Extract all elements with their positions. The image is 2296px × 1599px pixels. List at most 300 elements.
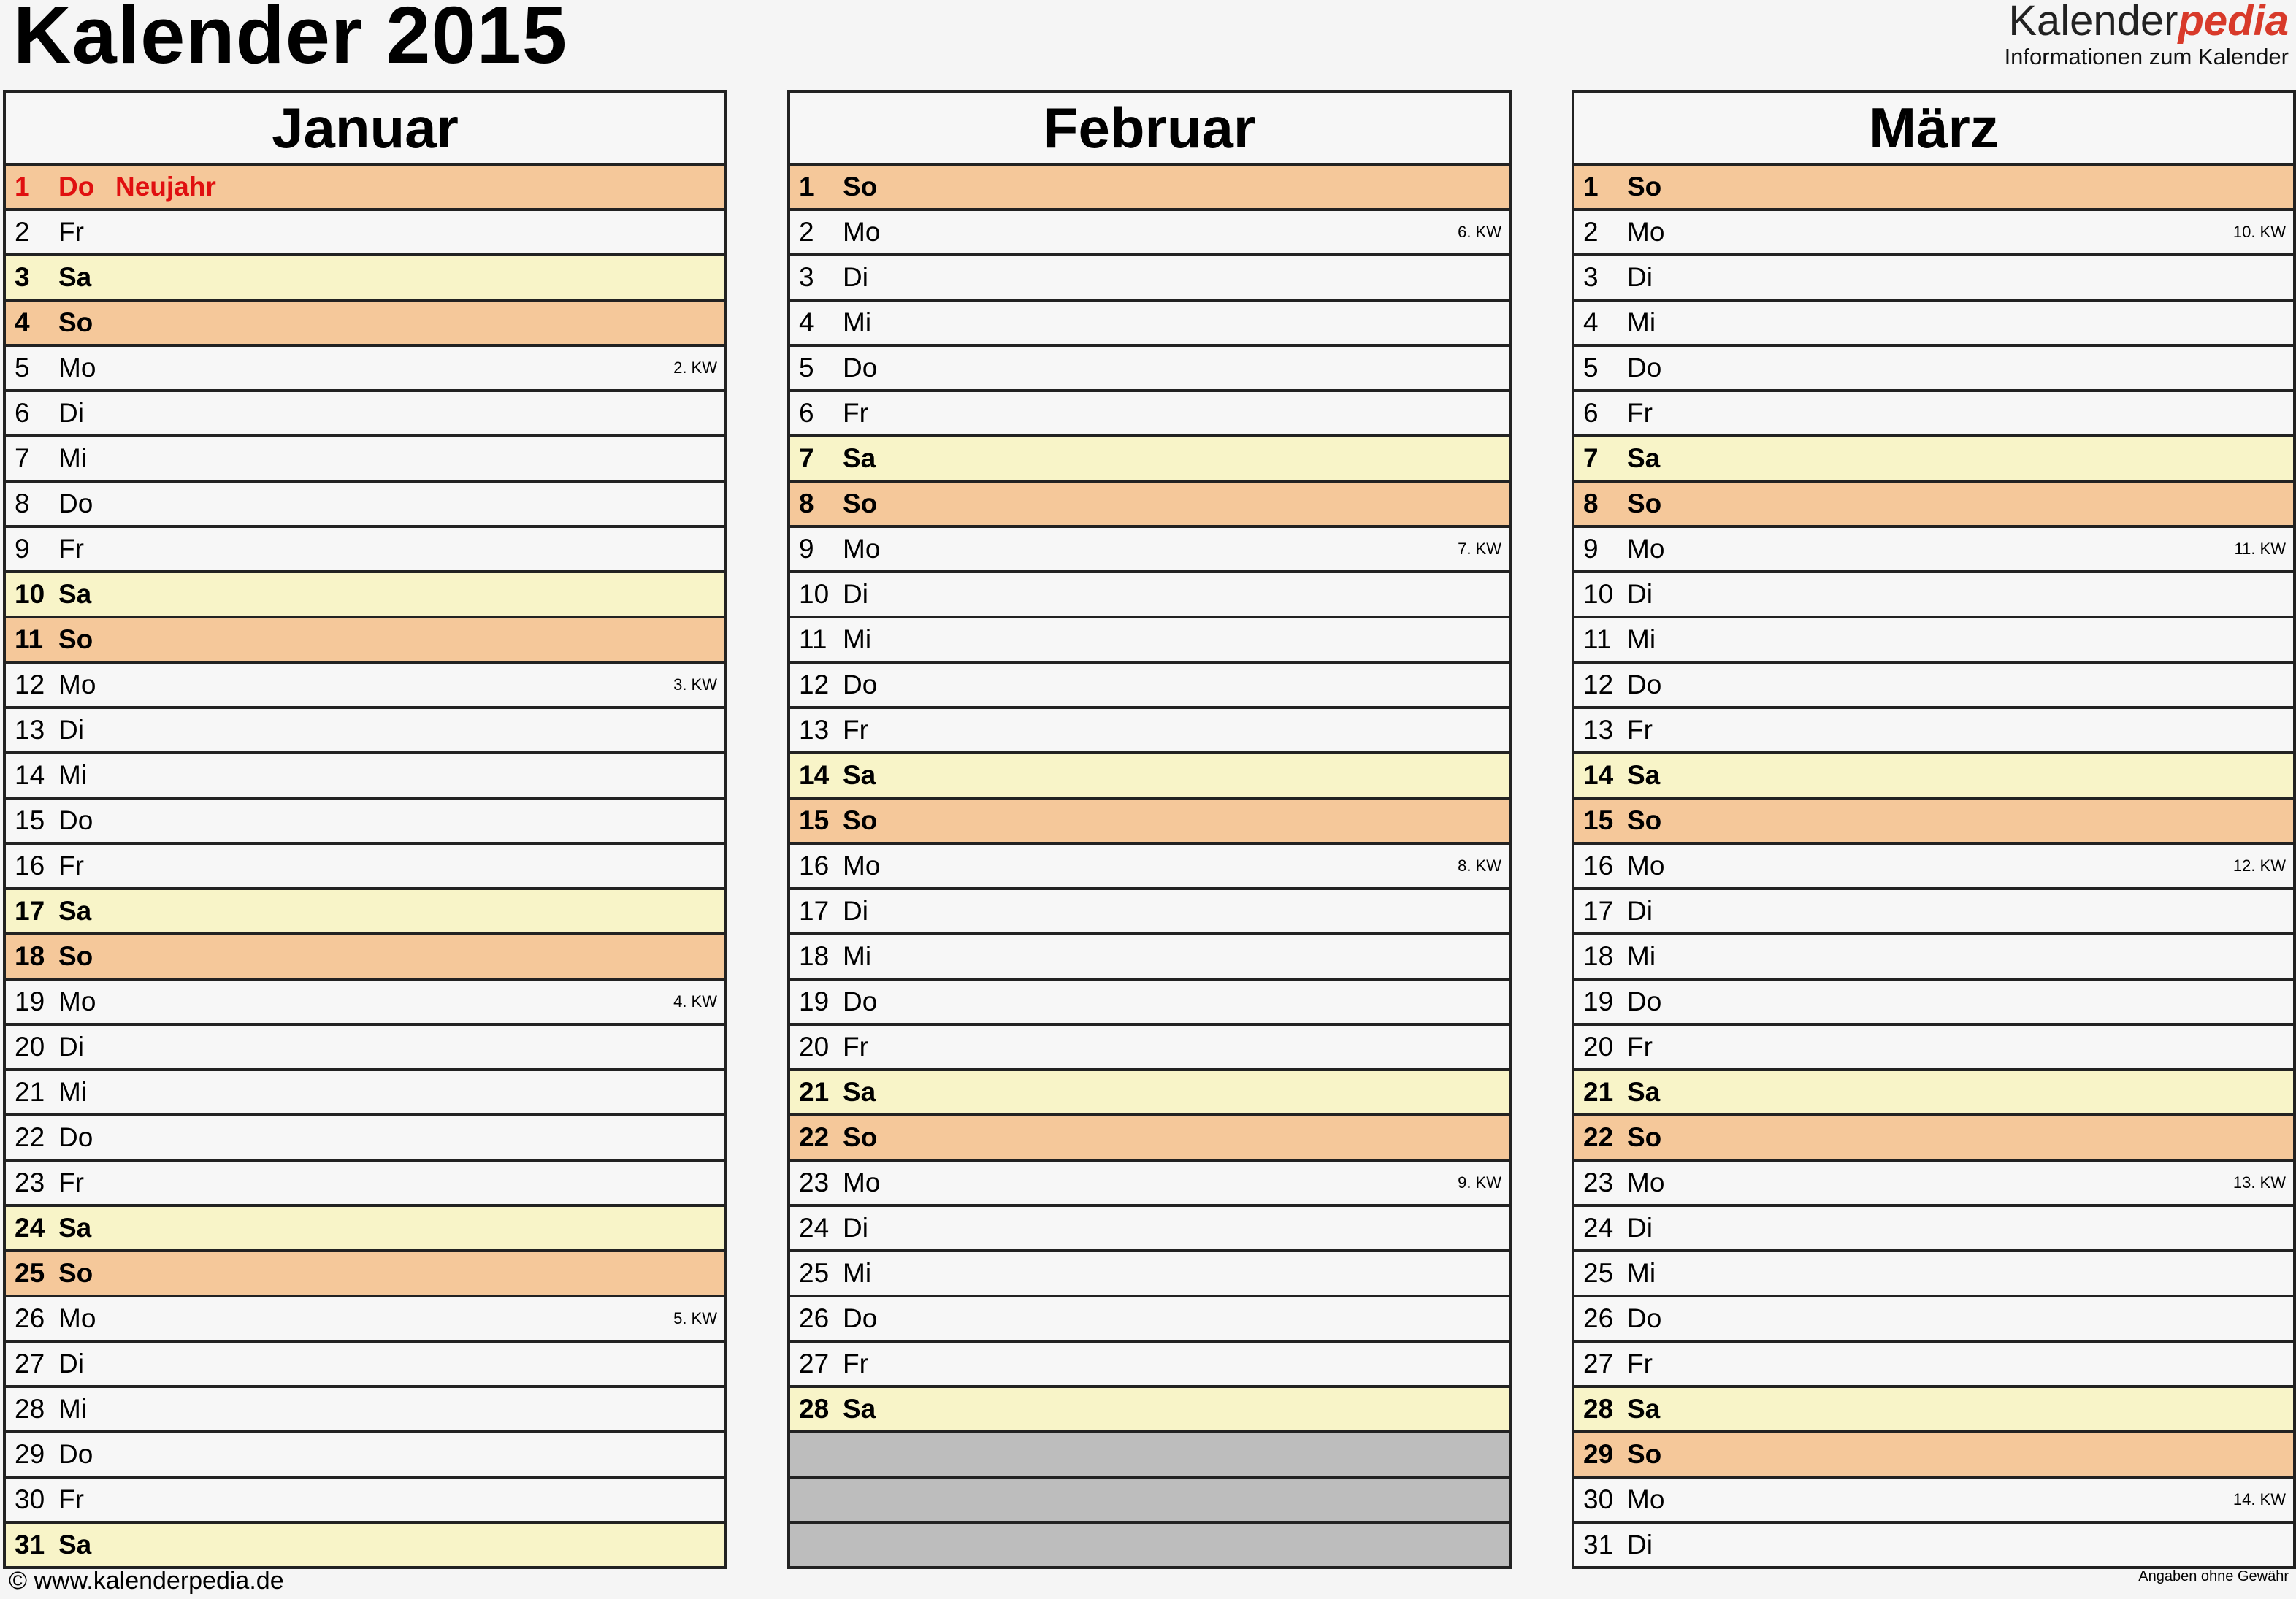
day-number: 23 xyxy=(1583,1167,1614,1197)
day-number: 9 xyxy=(15,534,30,564)
day-row xyxy=(1574,1479,2293,1524)
weekday-name: Fr xyxy=(843,715,868,745)
weekday-name: Sa xyxy=(58,1530,92,1560)
day-number: 8 xyxy=(1583,488,1599,518)
day-row xyxy=(1574,981,2293,1026)
day-number: 24 xyxy=(1583,1213,1614,1243)
weekday-name: So xyxy=(58,307,93,337)
day-number: 13 xyxy=(1583,715,1614,745)
weekday-name: Mi xyxy=(843,1258,872,1288)
weekday-name: Mi xyxy=(843,941,872,971)
brand-main: Kalender xyxy=(2008,0,2178,45)
weekday-name: Do xyxy=(58,1439,93,1469)
day-number: 29 xyxy=(15,1439,45,1469)
day-row xyxy=(6,754,724,800)
day-row xyxy=(6,845,724,890)
day-number: 27 xyxy=(15,1349,45,1378)
day-row xyxy=(6,1297,724,1343)
day-row xyxy=(790,618,1509,664)
calendar-week-label: 10. KW xyxy=(2232,223,2286,241)
day-row xyxy=(1574,890,2293,935)
weekday-name: Fr xyxy=(58,1167,84,1197)
day-number: 13 xyxy=(799,715,830,745)
day-number: 20 xyxy=(1583,1032,1614,1062)
day-row xyxy=(790,1388,1509,1433)
day-row xyxy=(790,845,1509,890)
day-row xyxy=(1574,709,2293,754)
day-row xyxy=(1574,1433,2293,1479)
weekday-name: So xyxy=(843,488,878,518)
day-number: 17 xyxy=(15,896,45,926)
day-row xyxy=(1574,347,2293,392)
day-number: 25 xyxy=(799,1258,830,1288)
day-number: 17 xyxy=(1583,896,1614,926)
day-number: 4 xyxy=(799,307,814,337)
day-row xyxy=(790,166,1509,211)
day-number: 28 xyxy=(1583,1394,1614,1424)
day-number: 4 xyxy=(15,307,30,337)
day-row xyxy=(1574,528,2293,573)
day-row xyxy=(790,800,1509,845)
weekday-name: Mo xyxy=(843,534,881,564)
day-row xyxy=(6,392,724,437)
weekday-name: So xyxy=(843,1122,878,1152)
day-row xyxy=(790,302,1509,347)
day-row xyxy=(6,981,724,1026)
weekday-name: Fr xyxy=(58,851,84,881)
day-row xyxy=(6,256,724,302)
day-row xyxy=(1574,935,2293,981)
day-row xyxy=(1574,1343,2293,1388)
day-number: 20 xyxy=(799,1032,830,1062)
weekday-name: Fr xyxy=(1627,715,1653,745)
day-number: 10 xyxy=(15,579,45,609)
weekday-name: Fr xyxy=(1627,1349,1653,1378)
weekday-name: Fr xyxy=(58,217,84,247)
day-row xyxy=(790,1071,1509,1116)
calendar-week-label: 6. KW xyxy=(1458,223,1501,241)
day-row xyxy=(1574,754,2293,800)
day-row xyxy=(6,1071,724,1116)
day-number: 18 xyxy=(799,941,830,971)
weekday-name: Di xyxy=(1627,896,1653,926)
day-row xyxy=(1574,664,2293,709)
weekday-name: Mo xyxy=(843,851,881,881)
weekday-name: Sa xyxy=(843,1077,876,1107)
day-row xyxy=(1574,1116,2293,1162)
day-row xyxy=(6,1252,724,1297)
calendar-week-label: 13. KW xyxy=(2232,1173,2286,1192)
day-row xyxy=(1574,845,2293,890)
day-number: 6 xyxy=(15,398,30,428)
weekday-name: Fr xyxy=(843,1032,868,1062)
day-number: 19 xyxy=(15,986,45,1016)
day-number: 28 xyxy=(15,1394,45,1424)
weekday-name: Sa xyxy=(843,443,876,473)
weekday-name: Di xyxy=(1627,1213,1653,1243)
weekday-name: Mo xyxy=(1627,1484,1665,1514)
day-number: 16 xyxy=(799,851,830,881)
day-row xyxy=(790,483,1509,528)
day-row xyxy=(1574,1252,2293,1297)
day-row xyxy=(790,528,1509,573)
day-row xyxy=(6,528,724,573)
day-number: 3 xyxy=(1583,262,1599,292)
weekday-name: Di xyxy=(58,1032,84,1062)
day-number: 25 xyxy=(15,1258,45,1288)
day-row xyxy=(6,935,724,981)
month-title: Januar xyxy=(6,93,724,166)
day-row xyxy=(790,211,1509,256)
day-row xyxy=(6,890,724,935)
weekday-name: Mi xyxy=(1627,307,1656,337)
day-row xyxy=(6,347,724,392)
day-row xyxy=(790,709,1509,754)
weekday-name: Sa xyxy=(58,262,92,292)
day-row xyxy=(1574,573,2293,618)
day-row xyxy=(790,981,1509,1026)
day-row xyxy=(790,1207,1509,1252)
day-row xyxy=(6,211,724,256)
day-number: 5 xyxy=(1583,353,1599,383)
weekday-name: So xyxy=(58,1258,93,1288)
copyright-link[interactable]: © www.kalenderpedia.de xyxy=(9,1567,284,1595)
day-row xyxy=(1574,211,2293,256)
weekday-name: Mo xyxy=(58,353,96,383)
weekday-name: Do xyxy=(58,172,95,202)
weekday-name: Di xyxy=(843,1213,868,1243)
weekday-name: Mi xyxy=(58,443,88,473)
weekday-name: So xyxy=(1627,1122,1662,1152)
day-number: 10 xyxy=(1583,579,1614,609)
weekday-name: So xyxy=(58,624,93,654)
day-row xyxy=(790,1343,1509,1388)
day-row xyxy=(1574,1524,2293,1566)
weekday-name: Di xyxy=(58,1349,84,1378)
weekday-name: Di xyxy=(58,398,84,428)
disclaimer: Angaben ohne Gewähr xyxy=(2138,1568,2289,1584)
weekday-name: Mo xyxy=(58,986,96,1016)
day-row xyxy=(6,302,724,347)
weekday-name: Mi xyxy=(1627,1258,1656,1288)
day-row xyxy=(1574,392,2293,437)
day-number: 2 xyxy=(15,217,30,247)
calendar-week-label: 2. KW xyxy=(673,358,717,377)
day-number: 29 xyxy=(1583,1439,1614,1469)
weekday-name: So xyxy=(1627,805,1662,835)
day-number: 14 xyxy=(1583,760,1614,790)
weekday-name: Di xyxy=(1627,262,1653,292)
weekday-name: Sa xyxy=(1627,1394,1661,1424)
weekday-name: Mi xyxy=(843,624,872,654)
weekday-name: Di xyxy=(843,579,868,609)
day-row xyxy=(6,437,724,483)
day-number: 14 xyxy=(15,760,45,790)
day-row xyxy=(1574,1162,2293,1207)
day-number: 8 xyxy=(15,488,30,518)
weekday-name: Mo xyxy=(1627,534,1665,564)
weekday-name: Do xyxy=(1627,353,1662,383)
weekday-name: So xyxy=(843,172,878,202)
weekday-name: Fr xyxy=(843,1349,868,1378)
day-number: 30 xyxy=(1583,1484,1614,1514)
day-row xyxy=(1574,1297,2293,1343)
weekday-name: Sa xyxy=(58,1213,92,1243)
calendar-week-label: 7. KW xyxy=(1458,540,1501,558)
day-number: 24 xyxy=(799,1213,830,1243)
day-number: 2 xyxy=(799,217,814,247)
day-number: 3 xyxy=(799,262,814,292)
day-number: 19 xyxy=(799,986,830,1016)
day-number: 19 xyxy=(1583,986,1614,1016)
weekday-name: Sa xyxy=(1627,443,1661,473)
day-row xyxy=(790,935,1509,981)
day-row xyxy=(1574,1207,2293,1252)
day-number: 18 xyxy=(15,941,45,971)
brand-logo[interactable] xyxy=(2005,0,2289,70)
weekday-name: Sa xyxy=(58,579,92,609)
weekday-name: Mi xyxy=(58,760,88,790)
weekday-name: Di xyxy=(1627,579,1653,609)
weekday-name: Sa xyxy=(1627,1077,1661,1107)
day-row xyxy=(1574,256,2293,302)
day-number: 11 xyxy=(15,624,44,654)
day-number: 5 xyxy=(799,353,814,383)
weekday-name: Do xyxy=(1627,1303,1662,1333)
day-number: 1 xyxy=(1583,172,1599,202)
day-row xyxy=(6,1116,724,1162)
day-number: 12 xyxy=(799,670,830,699)
day-row xyxy=(790,1297,1509,1343)
weekday-name: Sa xyxy=(58,896,92,926)
day-row xyxy=(1574,483,2293,528)
day-number: 15 xyxy=(1583,805,1614,835)
day-number: 16 xyxy=(1583,851,1614,881)
weekday-name: Mo xyxy=(58,1303,96,1333)
day-number: 1 xyxy=(15,172,30,202)
month-days xyxy=(1574,166,2293,1566)
day-number: 22 xyxy=(1583,1122,1614,1152)
day-row xyxy=(6,800,724,845)
weekday-name: Di xyxy=(1627,1530,1653,1560)
weekday-name: Do xyxy=(843,986,878,1016)
day-row xyxy=(790,256,1509,302)
day-number: 21 xyxy=(1583,1077,1614,1107)
month-maerz xyxy=(1572,90,2296,1569)
day-number: 17 xyxy=(799,896,830,926)
month-januar xyxy=(3,90,727,1569)
weekday-name: Fr xyxy=(1627,1032,1653,1062)
calendar-week-label: 8. KW xyxy=(1458,856,1501,875)
weekday-name: Do xyxy=(843,1303,878,1333)
day-number: 27 xyxy=(1583,1349,1614,1378)
day-number: 18 xyxy=(1583,941,1614,971)
day-number: 13 xyxy=(15,715,45,745)
weekday-name: Mi xyxy=(58,1394,88,1424)
day-number: 15 xyxy=(799,805,830,835)
day-row xyxy=(790,1252,1509,1297)
day-number: 25 xyxy=(1583,1258,1614,1288)
day-number: 21 xyxy=(799,1077,830,1107)
weekday-name: Do xyxy=(1627,670,1662,699)
day-number: 15 xyxy=(15,805,45,835)
weekday-name: Fr xyxy=(1627,398,1653,428)
day-number: 14 xyxy=(799,760,830,790)
day-row xyxy=(1574,166,2293,211)
day-number: 6 xyxy=(1583,398,1599,428)
weekday-name: So xyxy=(1627,1439,1662,1469)
calendar-week-label: 9. KW xyxy=(1458,1173,1501,1192)
weekday-name: Sa xyxy=(843,760,876,790)
weekday-name: Do xyxy=(58,1122,93,1152)
day-number: 12 xyxy=(15,670,45,699)
day-row xyxy=(6,166,724,211)
weekday-name: Mo xyxy=(58,670,96,699)
day-number: 1 xyxy=(799,172,814,202)
day-row xyxy=(790,347,1509,392)
day-number: 30 xyxy=(15,1484,45,1514)
weekday-name: So xyxy=(1627,488,1662,518)
month-days xyxy=(790,166,1509,1566)
holiday-label: Neujahr xyxy=(115,172,216,202)
day-number: 4 xyxy=(1583,307,1599,337)
day-row xyxy=(1574,618,2293,664)
weekday-name: Mi xyxy=(1627,624,1656,654)
day-number: 16 xyxy=(15,851,45,881)
day-number: 26 xyxy=(799,1303,830,1333)
weekday-name: Fr xyxy=(843,398,868,428)
weekday-name: Mo xyxy=(1627,217,1665,247)
day-number: 11 xyxy=(1583,624,1612,654)
day-row xyxy=(6,1343,724,1388)
empty-day-row xyxy=(790,1433,1509,1479)
day-number: 28 xyxy=(799,1394,830,1424)
calendar-week-label: 4. KW xyxy=(673,992,717,1011)
day-row xyxy=(6,709,724,754)
day-row xyxy=(790,754,1509,800)
calendar-week-label: 11. KW xyxy=(2234,540,2286,558)
day-number: 5 xyxy=(15,353,30,383)
month-title: Februar xyxy=(790,93,1509,166)
day-number: 7 xyxy=(799,443,814,473)
day-number: 26 xyxy=(1583,1303,1614,1333)
day-number: 26 xyxy=(15,1303,45,1333)
brand-wordmark xyxy=(2005,0,2289,45)
day-number: 6 xyxy=(799,398,814,428)
day-row xyxy=(790,664,1509,709)
day-number: 9 xyxy=(799,534,814,564)
day-number: 7 xyxy=(1583,443,1599,473)
day-number: 20 xyxy=(15,1032,45,1062)
day-row xyxy=(6,483,724,528)
weekday-name: Do xyxy=(843,353,878,383)
day-number: 9 xyxy=(1583,534,1599,564)
weekday-name: Mi xyxy=(843,307,872,337)
weekday-name: So xyxy=(58,941,93,971)
day-row xyxy=(790,1116,1509,1162)
day-number: 11 xyxy=(799,624,827,654)
weekday-name: Di xyxy=(843,896,868,926)
calendar-week-label: 5. KW xyxy=(673,1309,717,1327)
day-number: 22 xyxy=(799,1122,830,1152)
day-number: 22 xyxy=(15,1122,45,1152)
weekday-name: Mi xyxy=(1627,941,1656,971)
weekday-name: Mo xyxy=(1627,1167,1665,1197)
weekday-name: Do xyxy=(58,488,93,518)
calendar-week-label: 12. KW xyxy=(2232,856,2286,875)
day-number: 27 xyxy=(799,1349,830,1378)
day-number: 7 xyxy=(15,443,30,473)
month-days xyxy=(6,166,724,1566)
day-row xyxy=(6,1162,724,1207)
day-row xyxy=(6,1433,724,1479)
day-number: 2 xyxy=(1583,217,1599,247)
weekday-name: Di xyxy=(58,715,84,745)
day-row xyxy=(790,1026,1509,1071)
day-row xyxy=(6,1026,724,1071)
day-row xyxy=(790,437,1509,483)
brand-accent: pedia xyxy=(2178,0,2289,45)
weekday-name: Mo xyxy=(1627,851,1665,881)
day-row xyxy=(6,1207,724,1252)
day-row xyxy=(6,664,724,709)
calendar-week-label: 3. KW xyxy=(673,675,717,694)
weekday-name: Mi xyxy=(58,1077,88,1107)
day-number: 10 xyxy=(799,579,830,609)
month-title: März xyxy=(1574,93,2293,166)
day-number: 8 xyxy=(799,488,814,518)
day-row xyxy=(6,573,724,618)
weekday-name: Di xyxy=(843,262,868,292)
day-number: 31 xyxy=(15,1530,45,1560)
day-number: 21 xyxy=(15,1077,45,1107)
weekday-name: Sa xyxy=(1627,760,1661,790)
weekday-name: Mo xyxy=(843,217,881,247)
day-row xyxy=(6,1524,724,1566)
empty-day-row xyxy=(790,1479,1509,1524)
day-row xyxy=(1574,800,2293,845)
day-number: 3 xyxy=(15,262,30,292)
weekday-name: Fr xyxy=(58,1484,84,1514)
weekday-name: Do xyxy=(58,805,93,835)
day-number: 24 xyxy=(15,1213,45,1243)
day-row xyxy=(6,618,724,664)
page-title: Kalender 2015 xyxy=(13,0,567,80)
empty-day-row xyxy=(790,1524,1509,1566)
weekday-name: So xyxy=(1627,172,1662,202)
day-row xyxy=(1574,1071,2293,1116)
day-row xyxy=(1574,437,2293,483)
day-number: 23 xyxy=(15,1167,45,1197)
weekday-name: So xyxy=(843,805,878,835)
day-row xyxy=(6,1388,724,1433)
month-februar xyxy=(787,90,1512,1569)
weekday-name: Sa xyxy=(843,1394,876,1424)
weekday-name: Do xyxy=(843,670,878,699)
day-number: 23 xyxy=(799,1167,830,1197)
day-row xyxy=(1574,302,2293,347)
weekday-name: Mo xyxy=(843,1167,881,1197)
day-row xyxy=(6,1479,724,1524)
day-row xyxy=(790,1162,1509,1207)
day-row xyxy=(790,890,1509,935)
weekday-name: Do xyxy=(1627,986,1662,1016)
brand-tagline: Informationen zum Kalender xyxy=(2004,44,2289,69)
day-row xyxy=(1574,1388,2293,1433)
weekday-name: Fr xyxy=(58,534,84,564)
day-row xyxy=(1574,1026,2293,1071)
day-number: 31 xyxy=(1583,1530,1614,1560)
